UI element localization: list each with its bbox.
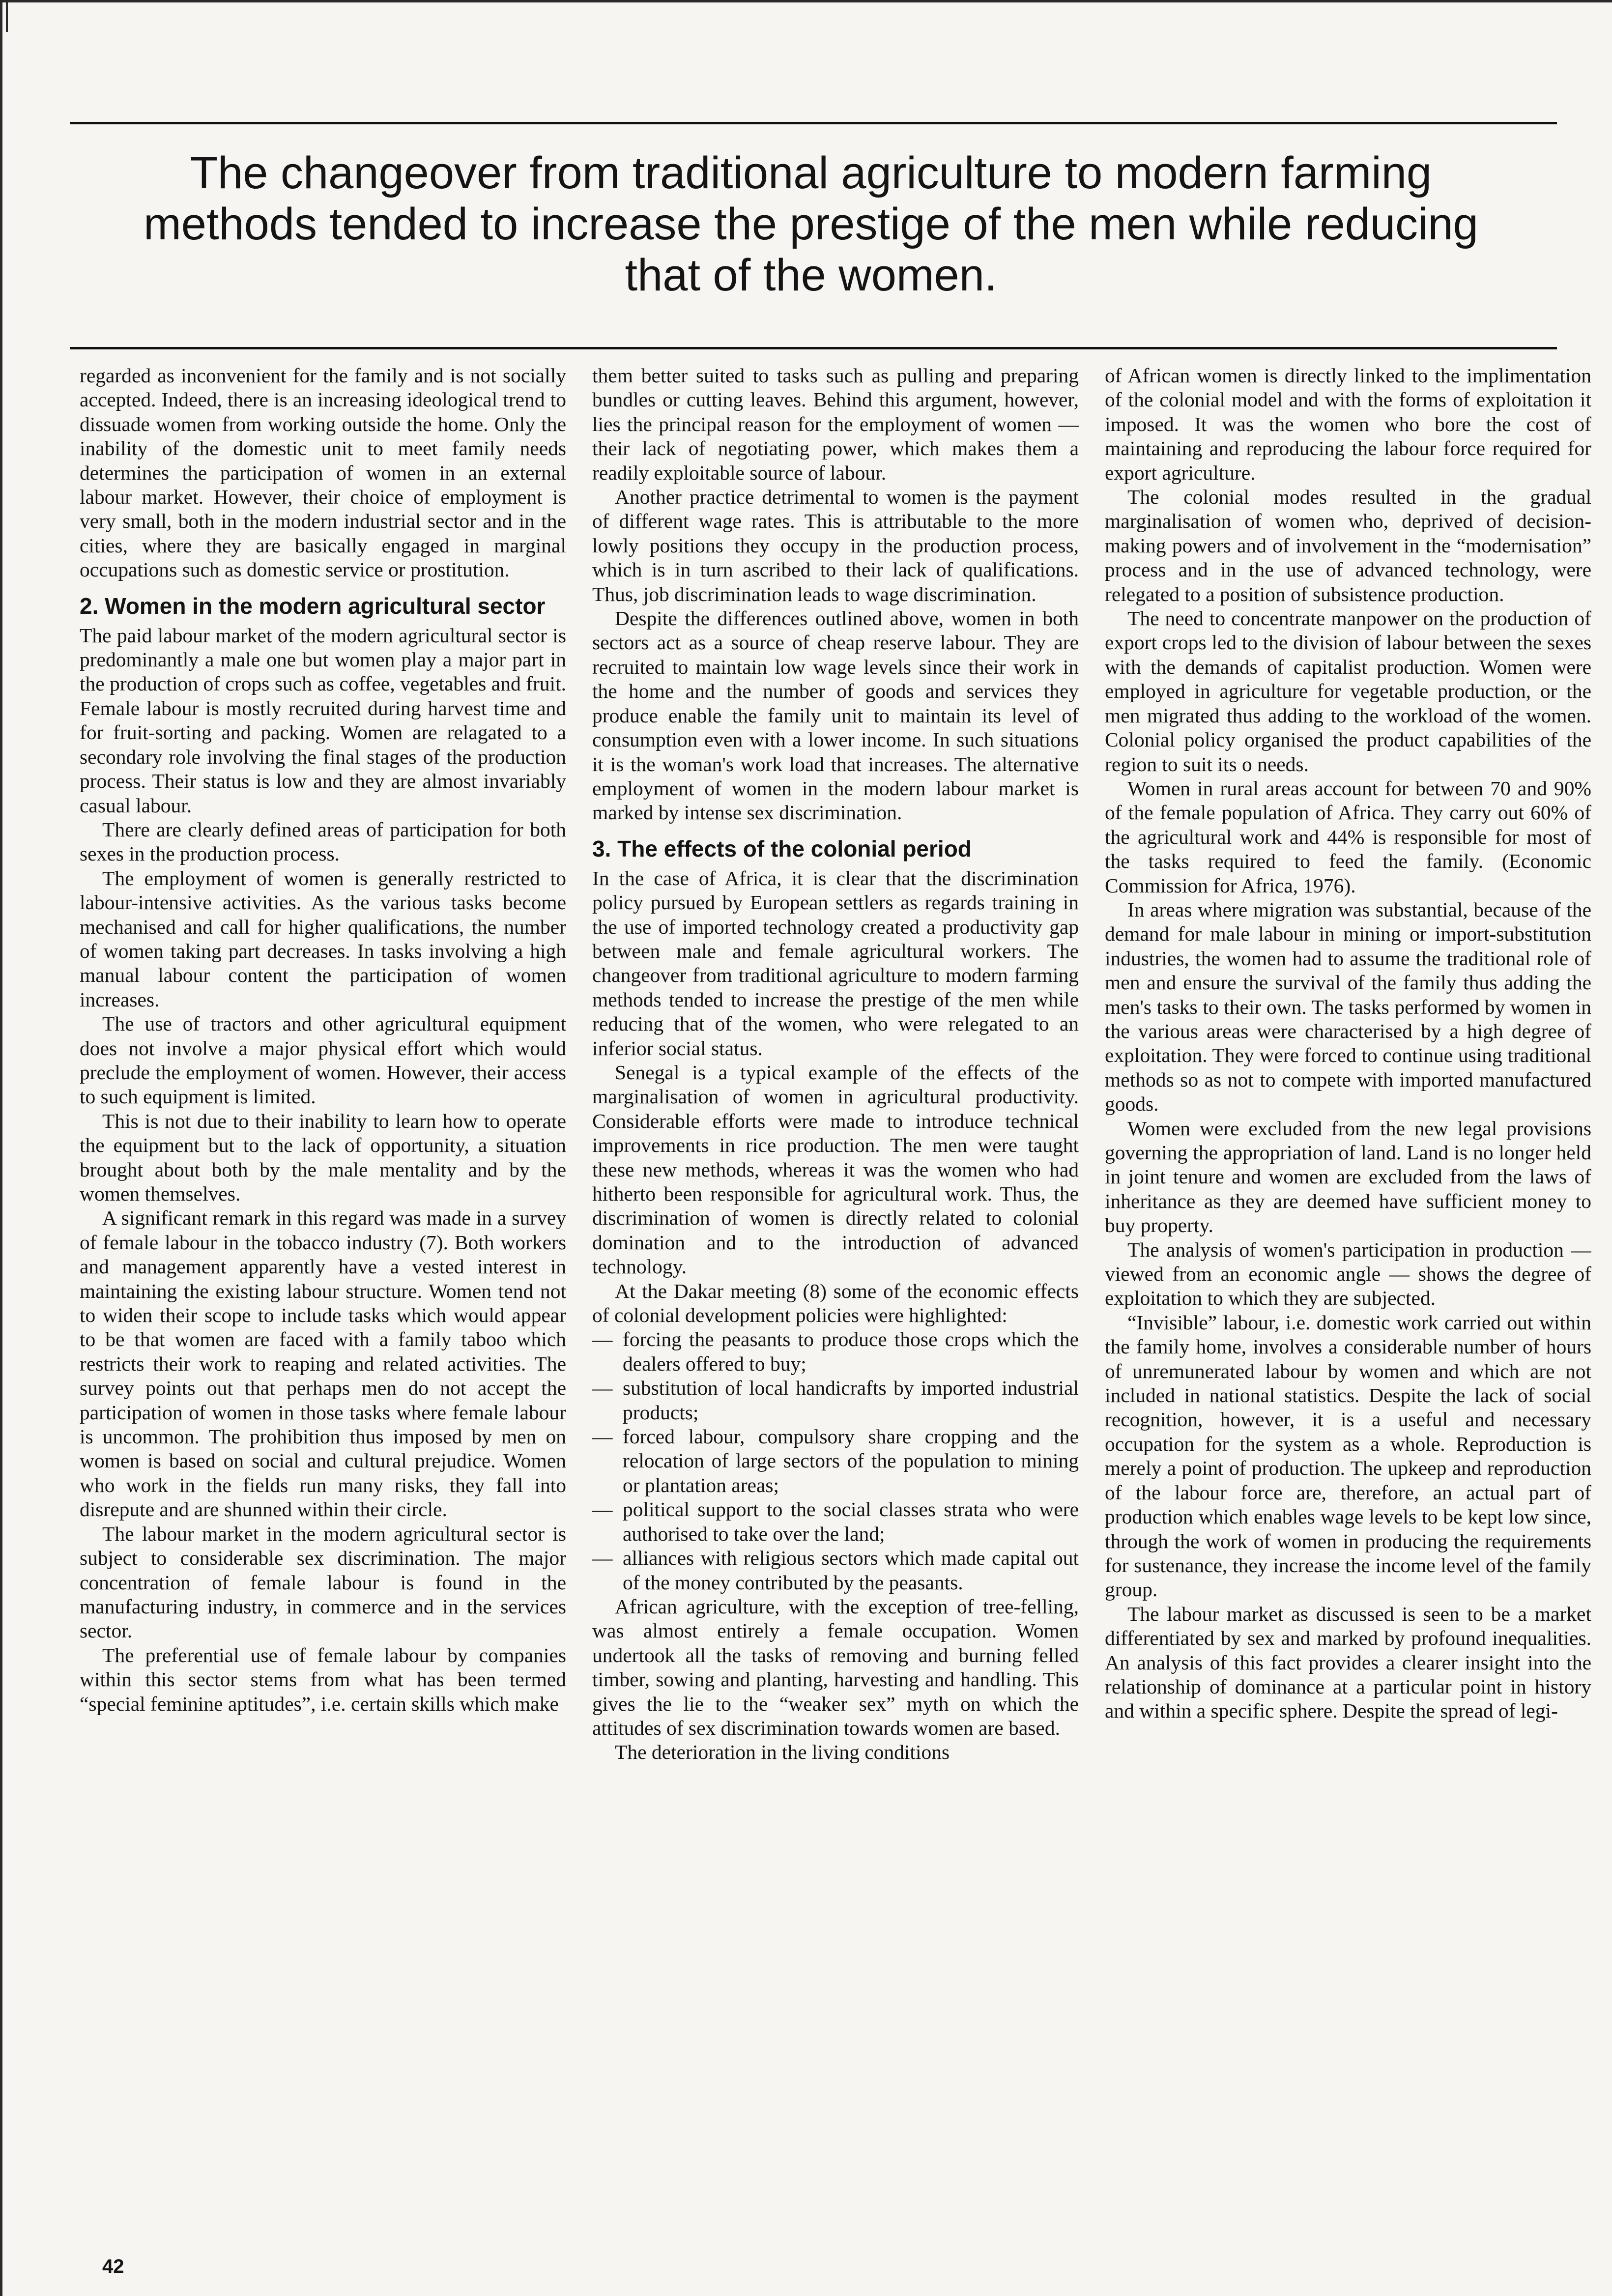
colonial-effects-list [592,1327,1079,1594]
list-item: — forcing the peasants to produce those crops which the dealers offered to buy; [592,1327,1079,1376]
paragraph: Women were excluded from the new legal provisions governing the appropriation of land. Land is no longer held in joint tenure and women are excluded from the laws of inheritance as they are deemed have sufficient money to buy property. [1105,1117,1591,1237]
headline-rule-bottom [70,347,1557,349]
paragraph: them better suited to tasks such as pulling and preparing bundles or cutting leaves. Behind this argument, however, lies the principal reason for the employment of women — their lack of negotiating power, which makes them a readily exploitable source of labour. [592,364,1079,484]
pull-quote-headline: The changeover from traditional agriculture to modern farming methods tended to increase the prestige of the men while reducing that of the women. [144,148,1478,300]
paragraph: regarded as inconvenient for the family and is not socially accepted. Indeed, there is an increasing ideological trend to dissuade women from working outside the home. Only the inability of the domestic unit to meet family needs determines the participation of women in an external labour market. However, their choice of employment is very small, both in the modern industrial sector and in the cities, where they are basically engaged in marginal occupations such as domestic service or prostitution. [80,364,566,581]
paragraph: Another practice detrimental to women is the payment of different wage rates. This is attributable to the more lowly positions they occupy in the production process, which is in turn ascribed to their lack of qualifications. Thus, job discrimination leads to wage discrimination. [592,486,1079,605]
section-heading-3: 3. The effects of the colonial period [592,835,972,861]
scan-edge-notch [6,2,8,32]
text-column-3 [1105,364,1591,2211]
paragraph: Despite the differences outlined above, women in both sectors act as a source of cheap reserve labour. They are recruited to maintain low wage levels since their work in the home and the number of goods and services they produce enable the family unit to maintain its level of consumption even with a lower income. In such situations it is the woman's work load that increases. The alternative employment of women in the modern labour market is marked by intense sex discrimination. [592,607,1079,824]
paragraph: In areas where migration was substantial, because of the demand for male labour in mining or import-substitution industries, the women had to assume the traditional role of men and ensure the survival of the family thus adding the men's tasks to their own. The tasks performed by women in the various areas were characterised by a high degree of exploitation. They were forced to continue using traditional methods so as not to compete with imported manufactured goods. [1105,898,1591,1116]
list-item: — substitution of local handicrafts by imported industrial products; [592,1376,1079,1425]
list-item: — alliances with religious sectors which made capital out of the money contributed by the peasants. [592,1546,1079,1595]
page-number: 42 [102,2256,124,2277]
text-column-2 [592,364,1079,2211]
paragraph: A significant remark in this regard was made in a survey of female labour in the tobacco industry (7). Both workers and management apparently have a vested interest in maintaining the existing labour structure. Women tend not to widen their scope to include tasks which would appear to be that women are faced with a family taboo which restricts their work to reaping and related activities. The survey points out that perhaps men do not accept the participation of women in those tasks where female labour is uncommon. The prohibition thus imposed by men on women is based on social and cultural prejudice. Women who work in the fields run many risks, they fall into disrepute and are shunned within their circle. [80,1206,566,1521]
paragraph: “Invisible” labour, i.e. domestic work carried out within the family home, involves a considerable number of hours of unremunerated labour by women and which are not included in national statistics. Despite the lack of social recognition, however, it is a useful and necessary occupation for the system as a whole. Reproduction is merely a point of production. The upkeep and reproduction of the labour force are, therefore, an actual part of production which enables wage levels to be kept low since, through the work of women in producing the requirements for sustenance, they increase the income level of the family group. [1105,1311,1591,1601]
paragraph: The use of tractors and other agricultural equipment does not involve a major physical effort which would preclude the employment of women. However, their access to such equipment is limited. [80,1012,566,1108]
paragraph: The preferential use of female labour by companies within this sector stems from what has been termed “special feminine aptitudes”, i.e. certain skills which make [80,1643,566,1715]
paragraph: African agriculture, with the exception of tree-felling, was almost entirely a female occupation. Women undertook all the tasks of removing and burning felled timber, sowing and planting, harvesting and handling. This gives the lie to the “weaker sex” myth on which the attitudes of sex discrimination towards women are based. [592,1595,1079,1739]
text-column-1 [80,364,566,2211]
scan-edge-left [0,0,2,2296]
paragraph: This is not due to their inability to learn how to operate the equipment but to the lack of opportunity, a situation brought about both by the male mentality and by the women themselves. [80,1109,566,1205]
paragraph: The colonial modes resulted in the gradual marginalisation of women who, deprived of decision-making powers and of involvement in the “modernisation” process and in the use of advanced technology, were relegated to a position of subsistence production. [1105,486,1591,605]
section-heading-2: 2. Women in the modern agricultural sector [80,593,546,619]
paragraph: Senegal is a typical example of the effects of the marginalisation of women in agricultural productivity. Considerable efforts were made to introduce technical improvements in rice production. The men were taught these new methods, whereas it was the women who had hitherto been responsible for agricultural work. Thus, the discrimination of women is directly related to colonial domination and to the introduction of advanced technology. [592,1061,1079,1278]
paragraph: The need to concentrate manpower on the production of export crops led to the division of labour between the sexes with the demands of capitalist production. Women were employed in agriculture for vegetable production, or the men migrated thus adding to the workload of the women. Colonial policy organised the product capabilities of the region to suit its o needs. [1105,607,1591,775]
list-item: — forced labour, compulsory share cropping and the relocation of large sectors of the population to mining or plantation areas; [592,1425,1079,1497]
paragraph: The deterioration in the living conditions [615,1741,950,1764]
paragraph: The paid labour market of the modern agricultural sector is predominantly a male one but women play a major part in the production of crops such as coffee, vegetables and fruit. Female labour is mostly recruited during harvest time and for fruit-sorting and packing. Women are relagated to a secondary role involving the final stages of the production process. Their status is low and they are almost invariably casual labour. [80,624,566,817]
paragraph: Women in rural areas account for between 70 and 90% of the female population of Africa. They carry out 60% of the agricultural work and 44% is responsible for most of the tasks required to feed the family. (Economic Commission for Africa, 1976). [1105,776,1591,897]
list-item: — political support to the social classes strata who were authorised to take over the land; [592,1497,1079,1546]
paragraph: The analysis of women's participation in production — viewed from an economic angle — shows the degree of exploitation to which they are subjected. [1105,1238,1591,1310]
paragraph: There are clearly defined areas of participation for both sexes in the production process. [80,818,566,865]
paragraph: The employment of women is generally restricted to labour-intensive activities. As the various tasks become mechanised and call for higher qualifications, the number of women taking part decreases. In tasks involving a high manual labour content the participation of women increases. [80,866,566,1011]
headline-rule-top [70,122,1557,124]
paragraph: of African women is directly linked to the implimentation of the colonial model and with the forms of exploitation it imposed. It was the women who bore the cost of maintaining and reproducing the labour force required for export agriculture. [1105,364,1591,484]
paragraph: In the case of Africa, it is clear that the discrimination policy pursued by European settlers as regards training in the use of imported technology created a productivity gap between male and female agricultural workers. The changeover from traditional agriculture to modern farming methods tended to increase the prestige of the men while reducing that of the women, who were relegated to an inferior social status. [592,866,1079,1060]
paragraph: The labour market in the modern agricultural sector is subject to considerable sex discrimination. The major concentration of female labour is found in the manufacturing industry, in commerce and in the services sector. [80,1522,566,1642]
paragraph: The labour market as discussed is seen to be a market differentiated by sex and marked by profound inequalities. An analysis of this fact provides a clearer insight into the relationship of dominance at a particular point in history and within a specific sphere. Despite the spread of legi- [1105,1602,1591,1722]
paragraph: At the Dakar meeting (8) some of the economic effects of colonial development policies were highlighted: [592,1279,1079,1327]
scan-edge-top [0,0,1612,2]
